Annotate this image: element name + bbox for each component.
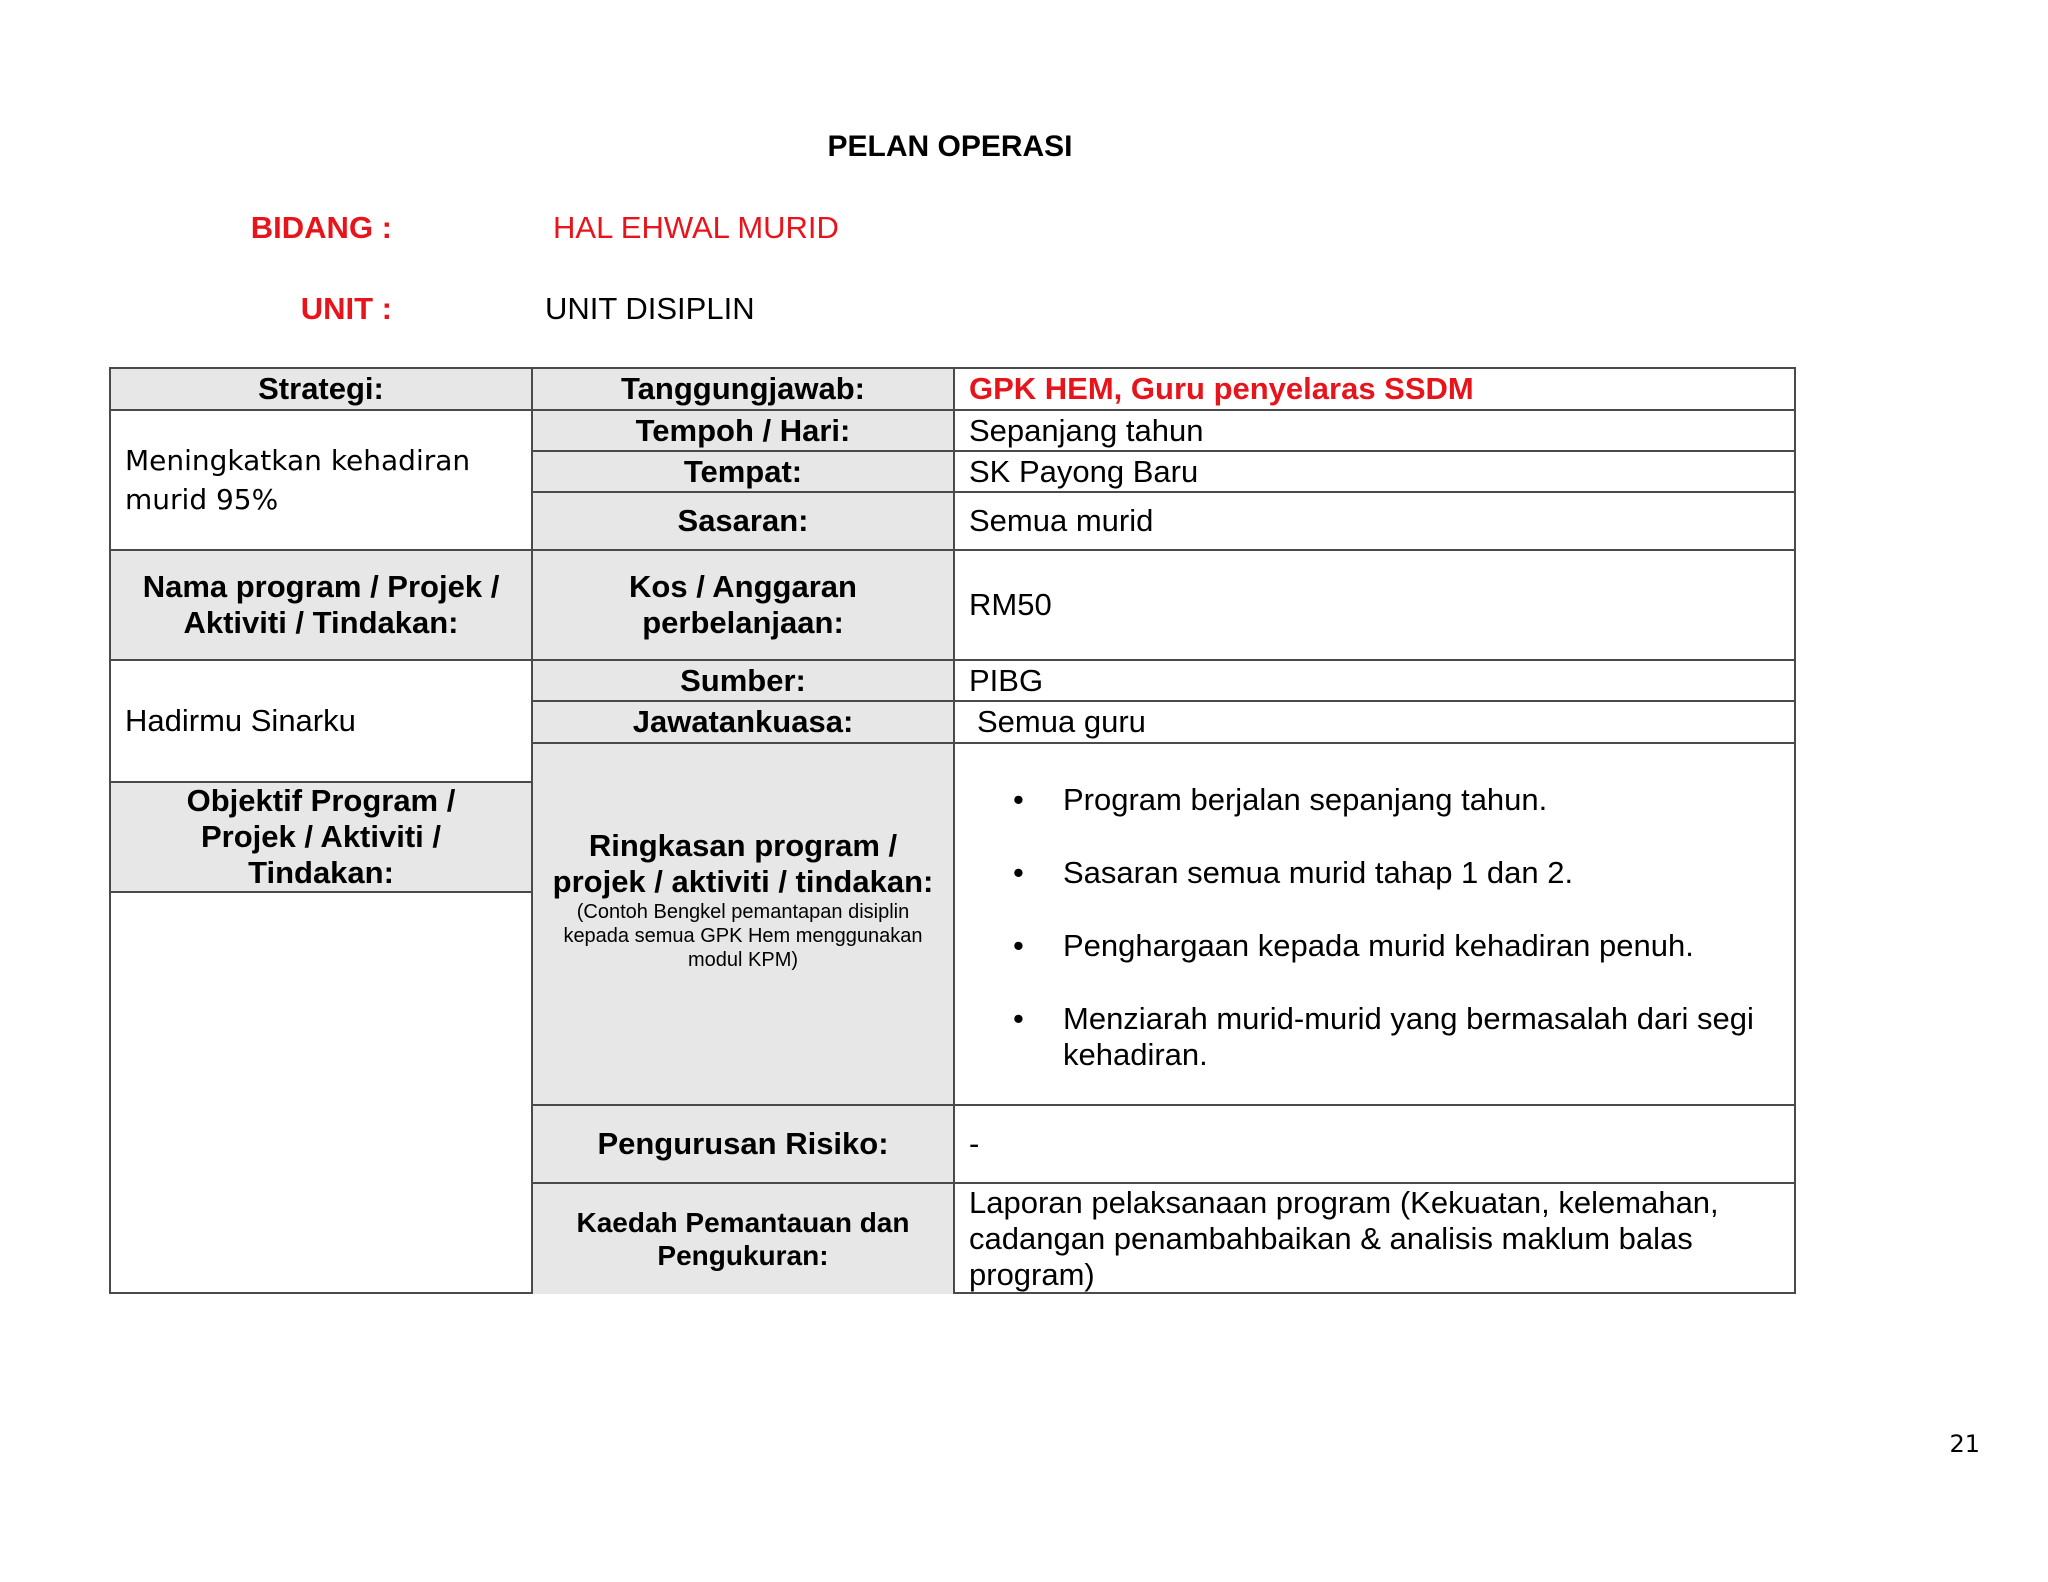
tanggungjawab-value: GPK HEM, Guru penyelaras SSDM	[969, 371, 1474, 406]
nama-program-value: Hadirmu Sinarku	[125, 703, 356, 738]
list-item: • Menziarah murid-murid yang bermasalah dari segi kehadiran.	[1013, 1001, 1754, 1072]
operation-plan-table	[109, 367, 1796, 1294]
strategi-label: Strategi:	[258, 371, 384, 406]
sasaran-cell	[955, 493, 1794, 551]
sumber-value: PIBG	[969, 662, 1044, 698]
list-item: • Program berjalan sepanjang tahun.	[1013, 782, 1548, 817]
kaedah-header	[533, 1184, 955, 1294]
bullet-icon: •	[1013, 782, 1024, 817]
strategi-cell	[111, 411, 533, 551]
nama-program-label: Nama program / Projek / Aktiviti / Tindakan:	[142, 569, 500, 640]
bidang-value: HAL EHWAL MURID	[553, 210, 839, 245]
kos-cell	[955, 551, 1794, 661]
sumber-cell	[955, 661, 1794, 702]
tempoh-value: Sepanjang tahun	[969, 412, 1204, 448]
ringkasan-label: Ringkasan program / projek / aktiviti / tindakan:	[552, 828, 934, 899]
kos-label: Kos / Anggaran perbelanjaan:	[629, 569, 857, 640]
ringkasan-note: (Contoh Bengkel pemantapan disiplin kepada semua GPK Hem menggunakan modul KPM)	[563, 901, 923, 971]
nama-program-cell	[111, 661, 533, 783]
tempat-value: SK Payong Baru	[969, 453, 1199, 489]
bullet-icon: •	[1013, 1001, 1024, 1036]
jawatankuasa-value: Semua guru	[977, 704, 1146, 739]
kos-value: RM50	[969, 587, 1052, 622]
objektif-header	[111, 783, 533, 893]
kaedah-cell	[955, 1184, 1794, 1294]
tempat-label: Tempat:	[683, 453, 803, 489]
risiko-label: Pengurusan Risiko:	[597, 1126, 889, 1161]
kos-header	[533, 551, 955, 661]
kaedah-label: Kaedah Pemantauan dan Pengukuran:	[576, 1207, 910, 1271]
tanggungjawab-cell	[955, 369, 1794, 411]
tempat-cell	[955, 452, 1794, 493]
tempat-header	[533, 452, 955, 493]
objektif-label: Objektif Program / Projek / Aktiviti / Tindakan:	[186, 783, 456, 890]
kaedah-value: Laporan pelaksanaan program (Kekuatan, kelemahan, cadangan penambahbaikan & analisis maklum balas program)	[969, 1185, 1719, 1292]
jawatankuasa-header	[533, 702, 955, 744]
tanggungjawab-label: Tanggungjawab:	[621, 371, 865, 406]
bullet-icon: •	[1013, 855, 1024, 890]
tanggungjawab-header	[533, 369, 955, 411]
tempoh-cell	[955, 411, 1794, 452]
sasaran-label: Sasaran:	[677, 503, 809, 538]
risiko-value: -	[969, 1126, 980, 1161]
risiko-cell	[955, 1106, 1794, 1184]
sasaran-value: Semua murid	[969, 503, 1154, 538]
ringkasan-header	[533, 744, 955, 1106]
unit-value: UNIT DISIPLIN	[545, 291, 755, 326]
jawatankuasa-cell	[955, 702, 1794, 744]
list-item: • Penghargaan kepada murid kehadiran penuh.	[1013, 928, 1694, 963]
nama-program-header	[111, 551, 533, 661]
tempoh-label: Tempoh / Hari:	[635, 412, 851, 448]
risiko-header	[533, 1106, 955, 1184]
objektif-cell	[111, 893, 533, 1294]
ringkasan-cell	[955, 744, 1794, 1106]
unit-label: UNIT :	[300, 291, 392, 326]
jawatankuasa-label: Jawatankuasa:	[632, 704, 854, 739]
sumber-header	[533, 661, 955, 702]
page-title: PELAN OPERASI	[827, 130, 1073, 163]
tempoh-header	[533, 411, 955, 452]
bidang-label: BIDANG :	[250, 210, 392, 245]
page-number: 21	[1949, 1430, 1980, 1458]
ringkasan-list	[955, 782, 1764, 1073]
strategi-header	[111, 369, 533, 411]
bullet-icon: •	[1013, 928, 1024, 963]
strategi-value: Meningkatkan kehadiran murid 95%	[125, 444, 471, 516]
list-item: • Sasaran semua murid tahap 1 dan 2.	[1013, 855, 1574, 890]
sasaran-header	[533, 493, 955, 551]
sumber-label: Sumber:	[680, 662, 806, 698]
